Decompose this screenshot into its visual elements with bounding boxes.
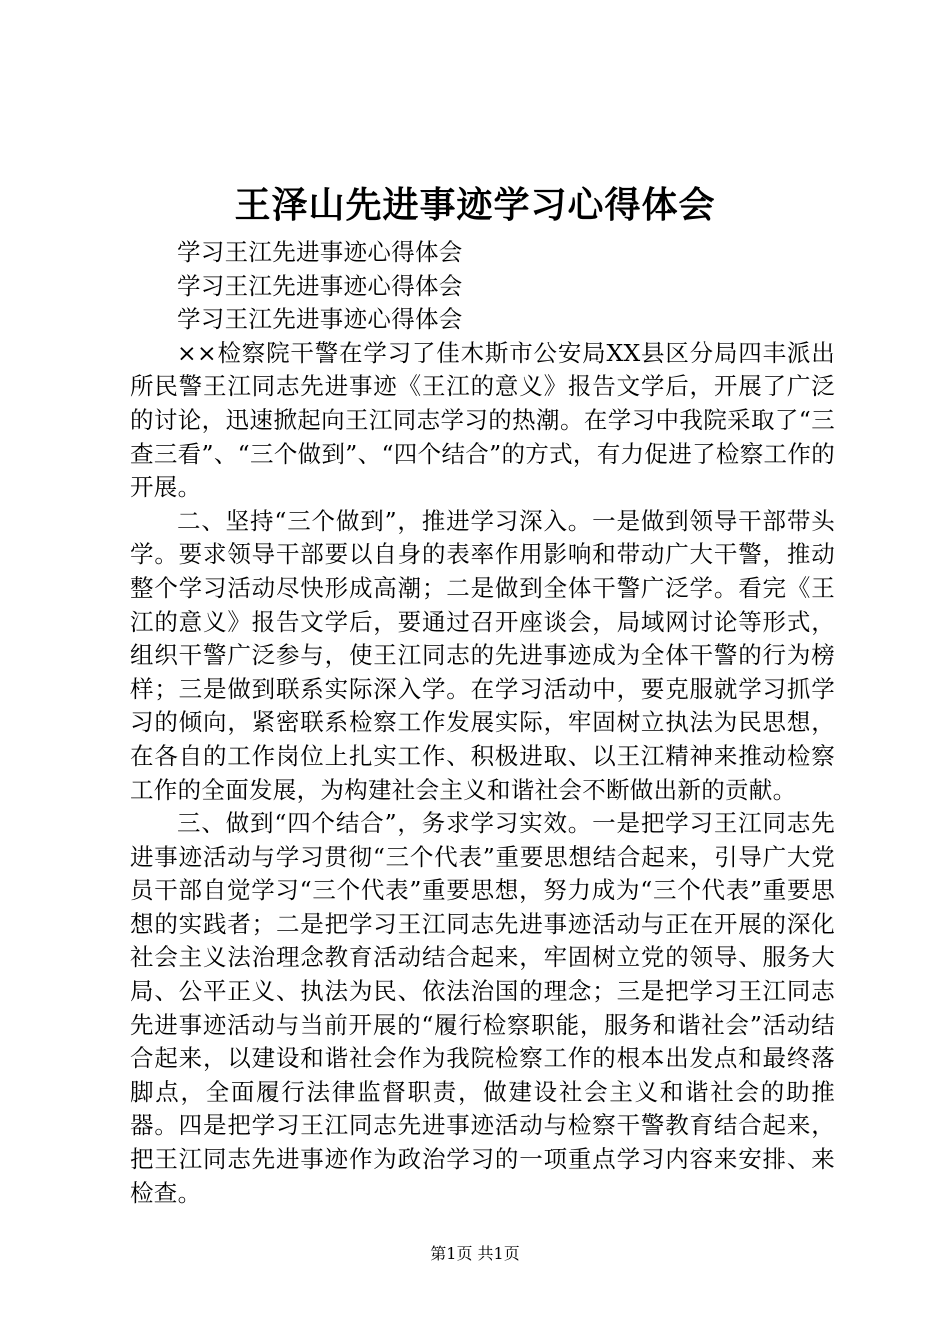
paragraph-subtitle-2: 学习王江先进事迹心得体会 [177,271,463,300]
paragraph-section-2: 二、坚持“三个做到”，推进学习深入。一是做到领导干部带头学。要求领导干部要以自身的表率作用影响和带动广大干警，推动整个学习活动尽快形成高潮；二是做到全体干警广泛学。看完《王江的意义》报告文学后，要通过召开座谈会，局域网讨论等形式，组织干警广泛参与，使王江同志的先进事迹成为全体干警的行为榜样；三是做到联系实际深入学。在学习活动中，要克服就学习抓学习的倾向，紧密联系检察工作发展实际，牢固树立执法为民思想，在各自的工作岗位上扎实工作、积极进取、以王江精神来推动检察工作的全面发展，为构建社会主义和谐社会不断做出新的贡献。 [130,506,835,804]
paragraph-intro: ××检察院干警在学习了佳木斯市公安局XX县区分局四丰派出所民警王江同志先进事迹《王江的意义》报告文学后，开展了广泛的讨论，迅速掀起向王江同志学习的热潮。在学习中我院采取了“三查三看”、“三个做到”、“四个结合”的方式，有力促进了检察工作的开展。 [130,338,835,502]
page-footer: 第1页 共1页 [430,1244,520,1263]
document-title: 王泽山先进事迹学习心得体会 [234,184,716,226]
paragraph-section-3: 三、做到“四个结合”，务求学习实效。一是把学习王江同志先进事迹活动与学习贯彻“三个代表”重要思想结合起来，引导广大党员干部自觉学习“三个代表”重要思想，努力成为“三个代表”重要思想的实践者；二是把学习王江同志先进事迹活动与正在开展的深化社会主义法治理念教育活动结合起来，牢固树立党的领导、服务大局、公平正义、执法为民、依法治国的理念；三是把学习王江同志先进事迹活动与当前开展的“履行检察职能，服务和谐社会”活动结合起来，以建设和谐社会作为我院检察工作的根本出发点和最终落脚点，全面履行法律监督职责，做建设社会主义和谐社会的助推器。四是把学习王江同志先进事迹活动与检察干警教育结合起来，把王江同志先进事迹作为政治学习的一项重点学习内容来安排、来检查。 [130,809,835,1207]
paragraph-subtitle-1: 学习王江先进事迹心得体会 [177,238,463,266]
paragraph-subtitle-3: 学习王江先进事迹心得体会 [177,305,463,334]
document-body [130,236,835,1210]
